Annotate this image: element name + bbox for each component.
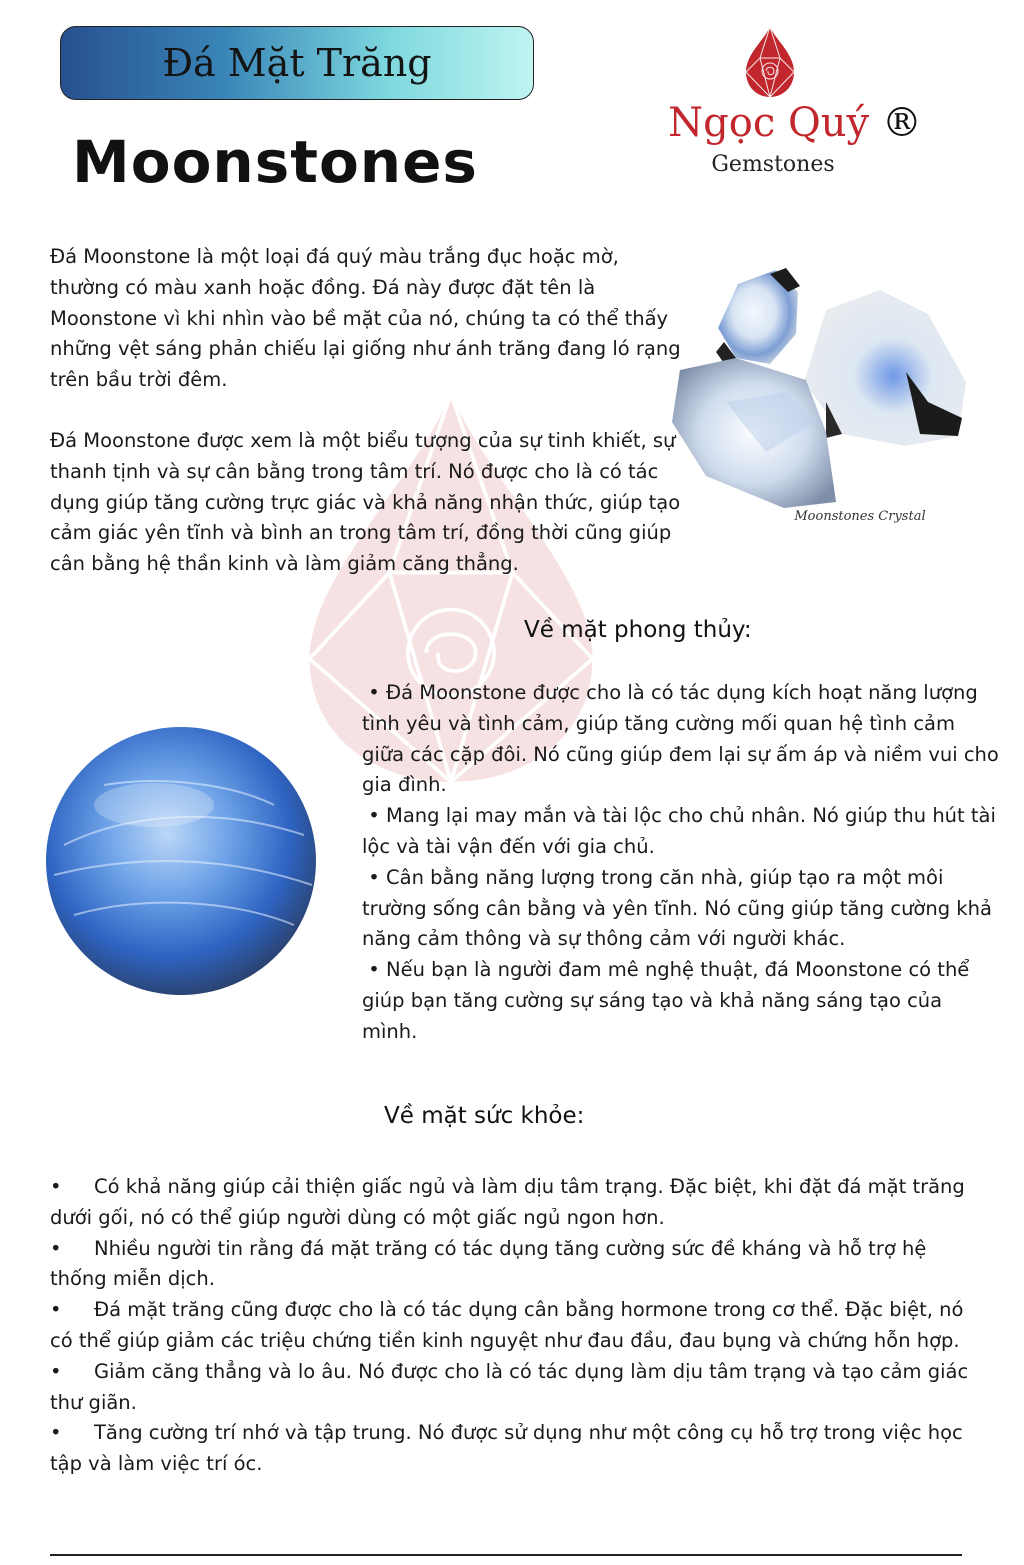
brand-name-text: Ngọc Quý: [668, 100, 870, 146]
health-item: [50, 1234, 980, 1296]
feng-shui-item-text: Cân bằng năng lượng trong căn nhà, giúp tạo ra một môi trường sống cân bằng và yên tĩnh. Nó cũng giúp tăng cường khả năng cảm thông và sự thông cảm với người khác.: [362, 865, 992, 951]
health-item-text: Nhiều người tin rằng đá mặt trăng có tác dụng tăng cường sức đề kháng và hỗ trợ hệ thống miễn dịch.: [50, 1236, 927, 1291]
feng-shui-item-text: Nếu bạn là người đam mê nghệ thuật, đá Moonstone có thể giúp bạn tăng cường sự sáng tạo và khả năng sáng tạo của mình.: [362, 958, 970, 1043]
feng-shui-item-text: Đá Moonstone được cho là có tác dụng kích hoạt năng lượng tình yêu và tình cảm, giúp tăng cường mối quan hệ tình cảm giữa các cặp đôi. Nó cũng giúp đem lại sự ấm áp và niềm vui cho gia đình.: [362, 681, 999, 797]
crystal-caption: Moonstones Crystal: [794, 509, 926, 524]
feng-shui-heading: Về mặt phong thủy:: [524, 617, 752, 643]
brand-name: [650, 100, 940, 146]
brand-subtitle: Gemstones: [711, 152, 835, 177]
feng-shui-item: [362, 955, 1002, 1047]
feng-shui-item: [362, 801, 1002, 863]
health-item: [50, 1418, 980, 1480]
registered-mark: ®: [881, 100, 922, 146]
moonstone-crystal-image: [666, 262, 976, 514]
bullet: •: [50, 1298, 62, 1322]
feng-shui-item: [362, 863, 1002, 955]
feng-shui-item-text: Mang lại may mắn và tài lộc cho chủ nhân. Nó giúp thu hút tài lộc và tài vận đến với gia chủ.: [362, 804, 996, 858]
bullet: •: [50, 1359, 62, 1383]
feng-shui-item: [362, 678, 1002, 801]
bullet: •: [50, 1175, 62, 1198]
bullet: •: [50, 1421, 62, 1445]
health-list: [50, 1172, 980, 1480]
bottom-divider: [50, 1554, 962, 1556]
health-heading: Về mặt sức khỏe:: [384, 1103, 585, 1129]
health-item-text: Có khả năng giúp cải thiện giấc ngủ và làm dịu tâm trạng. Đặc biệt, khi đặt đá mặt trăng dưới gối, nó có thể giúp người dùng có một giấc ngủ ngon hơn.: [50, 1175, 965, 1229]
health-item: [50, 1172, 980, 1234]
health-item-text: Đá mặt trăng cũng được cho là có tác dụng cân bằng hormone trong cơ thể. Đặc biệt, nó có thể giúp giảm các triệu chứng tiền kinh nguyệt như đau đầu, đau bụng và chứng hỗn hợp.: [50, 1298, 964, 1352]
vietnamese-title: Đá Mặt Trăng: [162, 41, 432, 85]
health-item: [50, 1357, 980, 1419]
moonstone-cabochon-image: [44, 725, 318, 997]
bullet: •: [368, 681, 380, 704]
intro-paragraph-2: Đá Moonstone được xem là một biểu tượng của sự tinh khiết, sự thanh tịnh và sự cân bằng trong tâm trí. Nó được cho là có tác dụng giúp tăng cường trực giác và khả năng nhận thức, giúp tạo cảm giác yên tĩnh và bình an trong tâm trí, đồng thời cũng giúp cân bằng hệ thần kinh và làm giảm căng thẳng.: [50, 429, 681, 576]
health-item-text: Tăng cường trí nhớ và tập trung. Nó được sử dụng như một công cụ hỗ trợ trong việc học tập và làm việc trí óc.: [50, 1421, 963, 1476]
gem-logo-icon: [744, 26, 796, 98]
intro-paragraph-1: Đá Moonstone là một loại đá quý màu trắng đục hoặc mờ, thường có màu xanh hoặc đồng. Đá này được đặt tên là Moonstone vì khi nhìn vào bề mặt của nó, chúng ta có thể thấy những vệt sáng phản chiếu lại giống như ánh trăng đang ló rạng trên bầu trời đêm.: [50, 245, 681, 392]
health-item-text: Giảm căng thẳng và lo âu. Nó được cho là có tác dụng làm dịu tâm trạng và tạo cảm giác thư giãn.: [50, 1359, 969, 1414]
bullet: •: [50, 1236, 62, 1260]
health-item: [50, 1295, 980, 1357]
bullet: •: [368, 865, 380, 889]
bullet: •: [368, 958, 380, 982]
feng-shui-list: [362, 678, 1002, 1048]
page-title: Moonstones: [72, 128, 478, 196]
bullet: •: [368, 804, 380, 828]
